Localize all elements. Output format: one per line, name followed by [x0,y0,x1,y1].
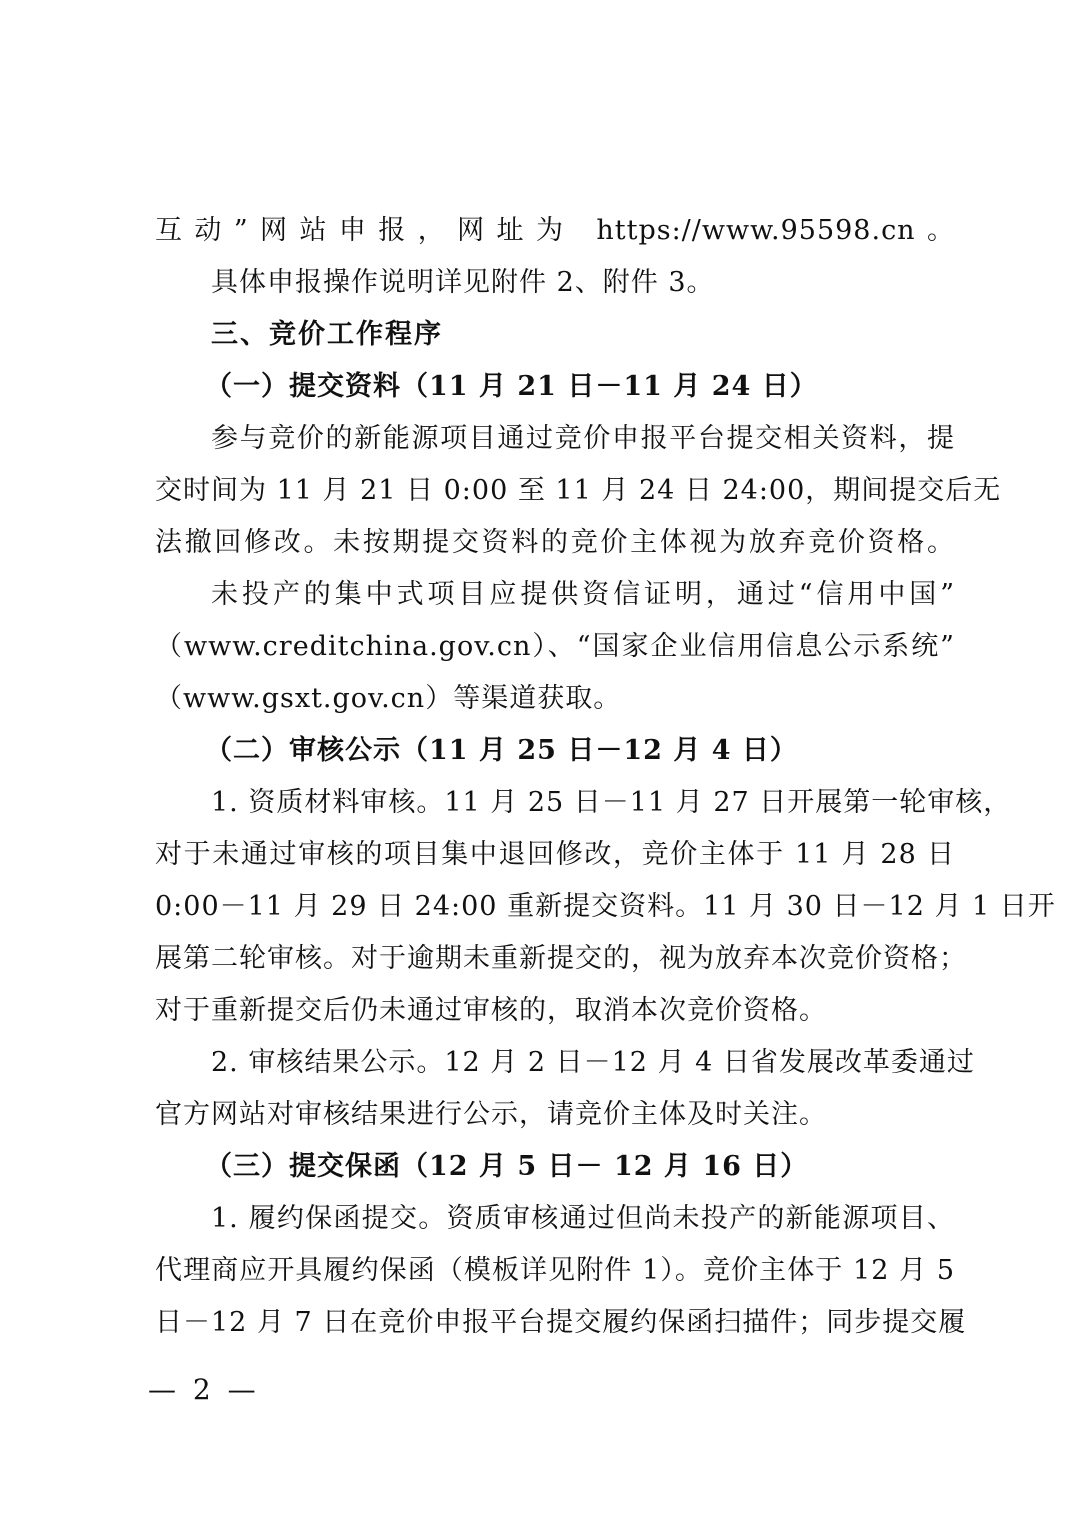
paragraph-line: 互动”网站申报，网址为 https://www.95598.cn。 [155,215,955,246]
paragraph-line: 官方网站对审核结果进行公示，请竞价主体及时关注。 [155,1099,827,1130]
paragraph-line: （www.gsxt.gov.cn）等渠道获取。 [155,683,622,714]
paragraph-line: 1. 履约保函提交。资质审核通过但尚未投产的新能源项目、 [211,1203,955,1234]
paragraph-line: 2. 审核结果公示。12 月 2 日－12 月 4 日省发展改革委通过 [211,1047,975,1078]
paragraph-line: 法撤回修改。未按期提交资料的竞价主体视为放弃竞价资格。 [155,527,955,558]
page-number: — 2 — [148,1373,260,1406]
section-heading: 三、竞价工作程序 [211,319,443,350]
paragraph-line: 交时间为 11 月 21 日 0:00 至 11 月 24 日 24:00，期间提交后无 [155,475,1002,506]
subsection-heading: （一）提交资料（11 月 21 日－11 月 24 日） [205,371,818,402]
paragraph-line: 未投产的集中式项目应提供资信证明，通过“信用中国” [211,579,955,610]
paragraph-line: 日－12 月 7 日在竞价申报平台提交履约保函扫描件；同步提交履 [155,1307,967,1338]
subsection-heading: （三）提交保函（12 月 5 日－ 12 月 16 日） [205,1151,809,1182]
paragraph-line: 展第二轮审核。对于逾期未重新提交的，视为放弃本次竞价资格； [155,943,967,974]
paragraph-line: 参与竞价的新能源项目通过竞价申报平台提交相关资料，提 [211,423,955,454]
paragraph-line: 0:00－11 月 29 日 24:00 重新提交资料。11 月 30 日－12 月 1 日开 [155,891,1056,922]
paragraph-line: 1. 资质材料审核。11 月 25 日－11 月 27 日开展第一轮审核， [211,787,1012,818]
paragraph-line: 具体申报操作说明详见附件 2、附件 3。 [211,267,715,298]
paragraph-line: 对于重新提交后仍未通过审核的，取消本次竞价资格。 [155,995,827,1026]
paragraph-line: 对于未通过审核的项目集中退回修改，竞价主体于 11 月 28 日 [155,839,955,870]
paragraph-line: （www.creditchina.gov.cn）、“国家企业信用信息公示系统” [155,631,955,662]
subsection-heading: （二）审核公示（11 月 25 日－12 月 4 日） [205,735,798,766]
paragraph-line: 代理商应开具履约保函（模板详见附件 1）。竞价主体于 12 月 5 [155,1255,955,1286]
